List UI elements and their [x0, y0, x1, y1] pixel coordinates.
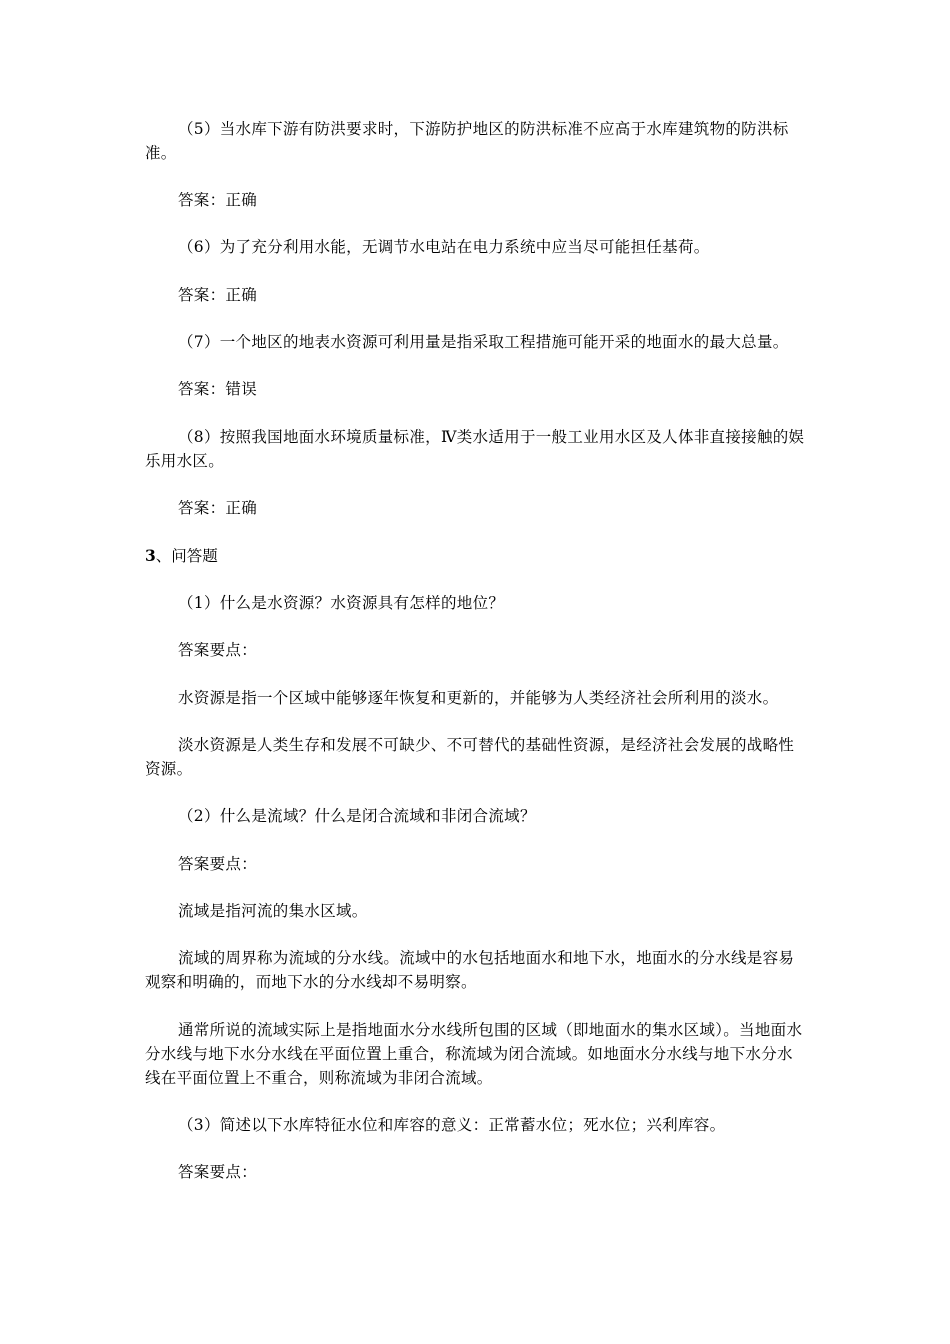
qa-answer-2-paragraph-3: 通常所说的流域实际上是指地面水分水线所包围的区域（即地面水的集水区域）。当地面水分水线与地下水分水线在平面位置上重合，称流域为闭合流域。如地面水分水线与地下水分水线在平面位置上不重合，则称流域为非闭合流域。 [145, 1021, 803, 1087]
qa-answer-2-paragraph-1: 流域是指河流的集水区域。 [178, 902, 368, 920]
qa-answer-key-3: 答案要点： [178, 1163, 258, 1181]
answer-7: 答案：错误 [178, 380, 258, 398]
question-6: （6）为了充分利用水能，无调节水电站在电力系统中应当尽可能担任基荷。 [178, 238, 710, 256]
question-8: （8）按照我国地面水环境质量标准，Ⅳ类水适用于一般工业用水区及人体非直接接触的娱乐用水区。 [145, 428, 805, 470]
qa-answer-1-paragraph-2: 淡水资源是人类生存和发展不可缺少、不可替代的基础性资源，是经济社会发展的战略性资源。 [145, 736, 795, 778]
section-heading [145, 544, 218, 568]
question-7: （7）一个地区的地表水资源可利用量是指采取工程措施可能开采的地面水的最大总量。 [178, 333, 789, 351]
qa-answer-key-1: 答案要点： [178, 641, 258, 659]
qa-answer-2-paragraph-2: 流域的周界称为流域的分水线。流域中的水包括地面水和地下水，地面水的分水线是容易观察和明确的，而地下水的分水线却不易明察。 [145, 949, 795, 991]
answer-6: 答案：正确 [178, 286, 258, 304]
qa-answer-key-2: 答案要点： [178, 855, 258, 873]
qa-question-1: （1）什么是水资源？水资源具有怎样的地位？ [178, 594, 505, 612]
question-5: （5）当水库下游有防洪要求时，下游防护地区的防洪标准不应高于水库建筑物的防洪标准。 [145, 120, 789, 162]
section-number: 3 [145, 546, 156, 565]
answer-5: 答案：正确 [178, 191, 258, 209]
answer-8: 答案：正确 [178, 499, 258, 517]
qa-answer-1-paragraph-1: 水资源是指一个区域中能够逐年恢复和更新的，并能够为人类经济社会所利用的淡水。 [178, 689, 779, 707]
qa-question-2: （2）什么是流域？什么是闭合流域和非闭合流域？ [178, 807, 536, 825]
qa-question-3: （3）简述以下水库特征水位和库容的意义：正常蓄水位；死水位；兴利库容。 [178, 1116, 726, 1134]
section-title: 、问答题 [155, 547, 218, 565]
